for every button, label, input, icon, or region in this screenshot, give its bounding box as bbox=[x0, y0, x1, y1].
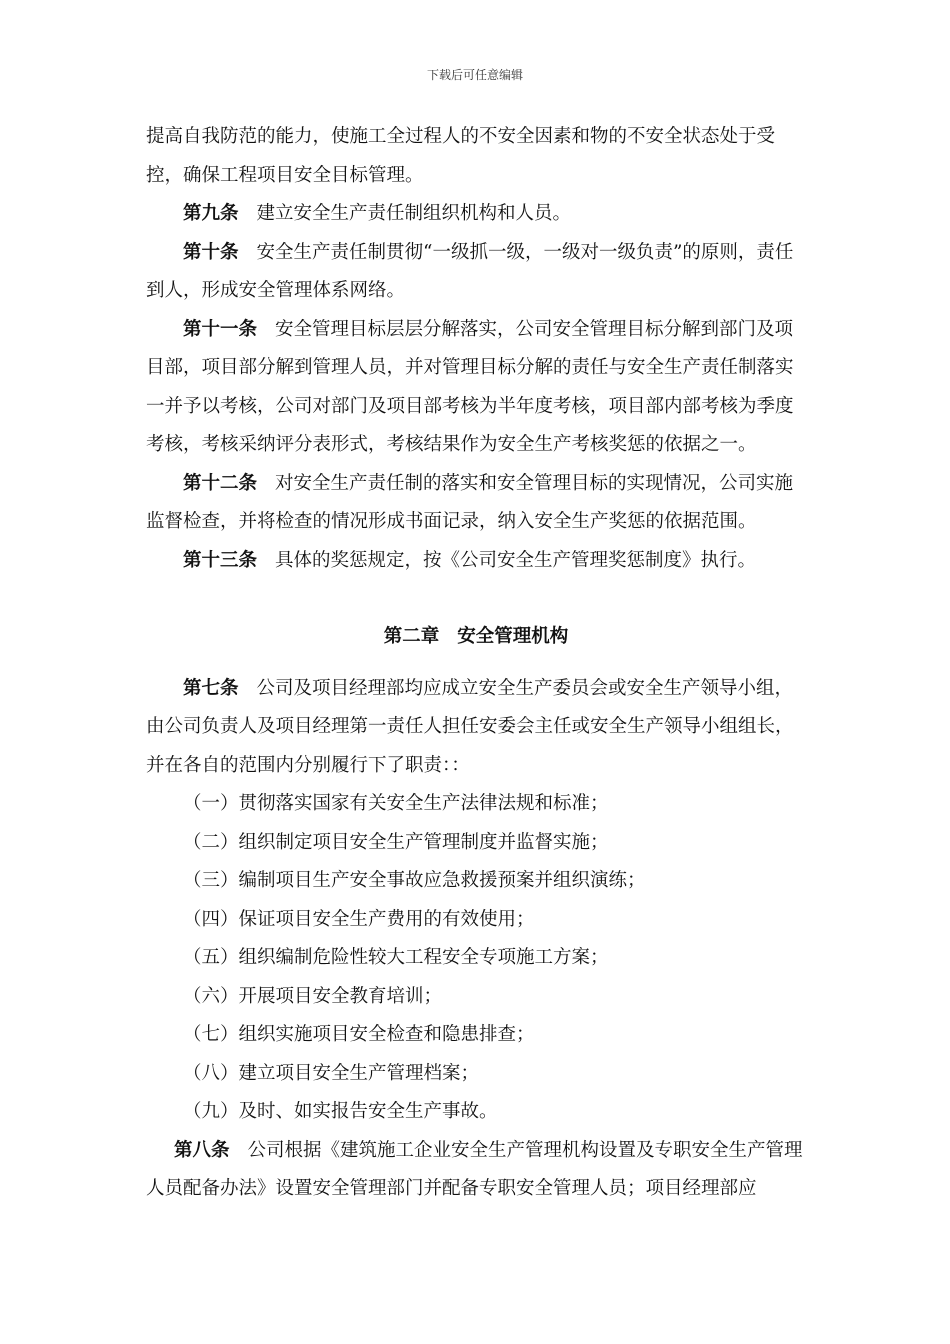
list-item: （五）组织编制危险性较大工程安全专项施工方案； bbox=[183, 947, 609, 968]
chapter-heading bbox=[146, 618, 806, 657]
article-text: 安全管理目标层层分解落实，公司安全管理目标分解到部门及项目部，项目部分解到管理人员，并对管理目标分解的责任与安全生产责任制落实一并予以考核，公司对部门及项目部考核为半年度考核，项目部内部考核为季度考核，考核采纳评分表形式，考核结果作为安全生产考核奖惩的依据之一。 bbox=[146, 318, 794, 455]
article-text: 对安全生产责任制的落实和安全管理目标的实现情况，公司实施监督检查，并将检查的情况形成书面记录，纳入安全生产奖惩的依据范围。 bbox=[146, 472, 794, 532]
chapter-number: 第二章 bbox=[383, 626, 440, 647]
list-item: （六）开展项目安全教育培训； bbox=[183, 985, 443, 1007]
list-item: （七）组织实施项目安全检查和隐患排查； bbox=[183, 1024, 535, 1045]
article-label: 第十三条 bbox=[183, 549, 258, 571]
list-item: （八）建立项目安全生产管理档案； bbox=[183, 1062, 480, 1084]
article-label: 第十一条 bbox=[183, 318, 258, 340]
list-item: （一）贯彻落实国家有关安全生产法律法规和标准； bbox=[183, 793, 609, 814]
article-label: 第十二条 bbox=[183, 472, 258, 494]
document-body bbox=[146, 118, 806, 1209]
article-text: 公司及项目经理部均应成立安全生产委员会或安全生产领导小组，由公司负责人及项目经理第一责任人担任安委会主任或安全生产领导小组组长，并在各自的范围内分别履行下了职责：： bbox=[146, 677, 794, 776]
article-13 bbox=[146, 542, 806, 581]
list-item: （三）编制项目生产安全事故应急救援预案并组织演练； bbox=[183, 870, 646, 891]
article-12 bbox=[146, 465, 806, 542]
article-11 bbox=[146, 311, 806, 465]
list-item: （四）保证项目安全生产费用的有效使用； bbox=[183, 908, 535, 930]
article-9 bbox=[146, 195, 806, 234]
article-10 bbox=[146, 234, 806, 311]
list-item: （二）组织制定项目安全生产管理制度并监督实施； bbox=[183, 831, 609, 853]
chapter-title: 安全管理机构 bbox=[457, 626, 569, 647]
article-8 bbox=[146, 1132, 806, 1209]
article-label: 第八条 bbox=[174, 1139, 230, 1161]
page-header: 下载后可任意编辑 bbox=[426, 68, 523, 82]
article-7 bbox=[146, 670, 806, 786]
article-label: 第九条 bbox=[183, 203, 239, 224]
article-text: 公司根据《建筑施工企业安全生产管理机构设置及专职安全生产管理人员配备办法》设置安全管理部门并配备专职安全管理人员；项目经理部应 bbox=[146, 1139, 803, 1199]
article-text: 建立安全生产责任制组织机构和人员。 bbox=[256, 203, 572, 224]
list-item: （九）及时、如实报告安全生产事故。 bbox=[183, 1101, 498, 1122]
paragraph bbox=[146, 118, 806, 195]
article-text: 具体的奖惩规定，按《公司安全生产管理奖惩制度》执行。 bbox=[275, 549, 757, 571]
article-text: 安全生产责任制贯彻“一级抓一级，一级对一级负责”的原则，责任到人，形成安全管理体系网络。 bbox=[146, 241, 794, 301]
article-label: 第十条 bbox=[183, 241, 239, 263]
paragraph-text: 提高自我防范的能力，使施工全过程人的不安全因素和物的不安全状态处于受控，确保工程项目安全目标管理。 bbox=[146, 126, 776, 186]
article-label: 第七条 bbox=[183, 677, 239, 699]
